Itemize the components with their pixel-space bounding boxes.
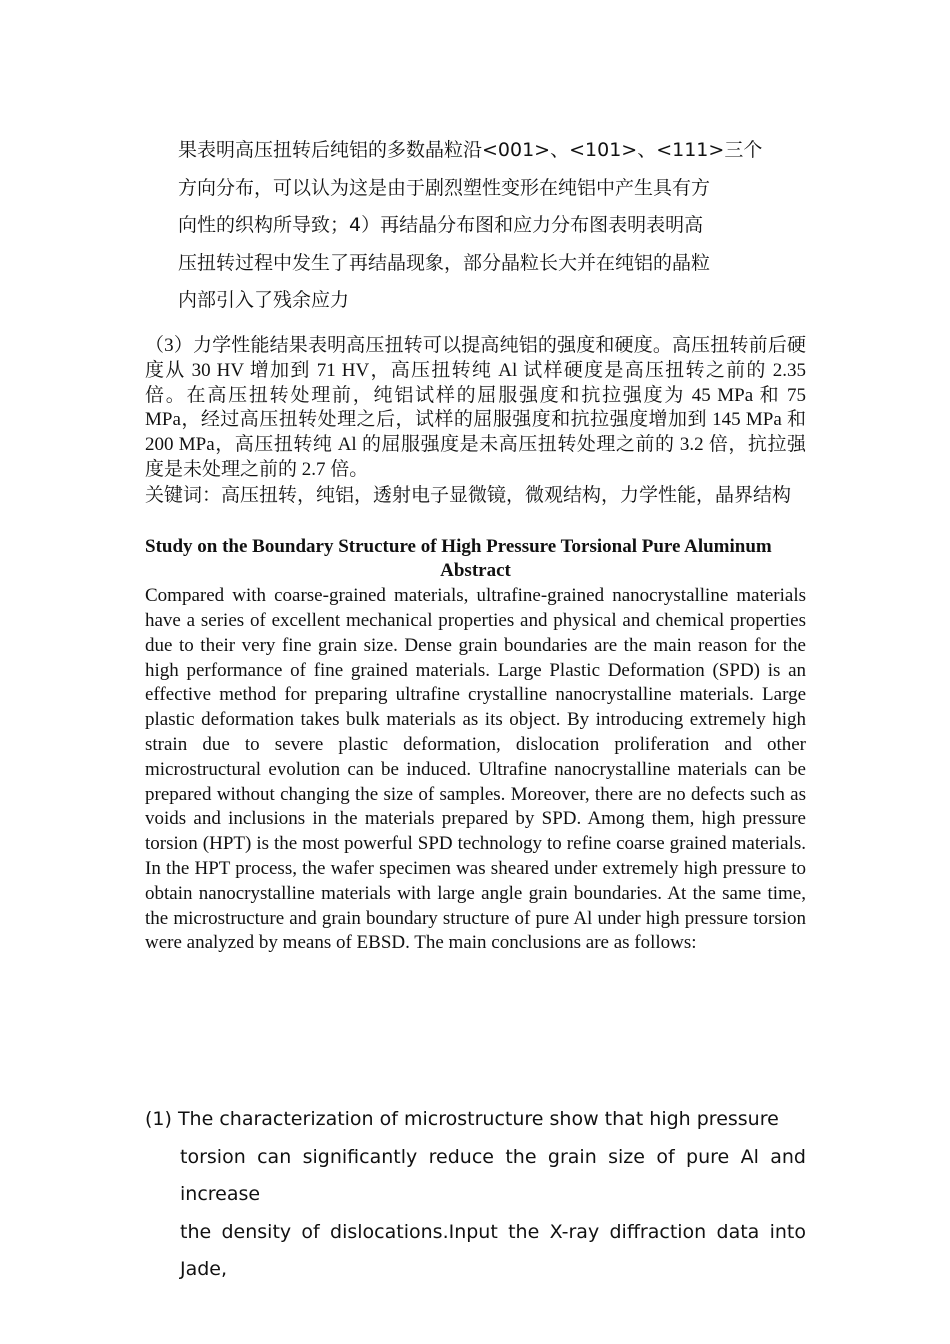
abstract-body: Compared with coarse-grained materials, ultrafine-grained nanocrystalline materials have a series of excellent mechanical properties and physical and chemical properties due to their very fine grain size. Dense grain boundaries are the main reason for the high performance of fine grained materials. Large Plastic Deformation (SPD) is an effective method for preparing ultrafine crystalline nanocrystalline materials. Large plastic deformation takes bulk materials as its object. By introducing extremely high strain due to severe plastic deformation, dislocation proliferation and other microstructural evolution can be induced. Ultrafine nanocrystalline materials can be prepared without changing the size of samples. Moreover, there are no defects such as voids and inclusions in the materials prepared by SPD. Among them, high pressure torsion (HPT) is the most powerful SPD technology to refine coarse grained materials. In the HPT process, the wafer specimen was sheared under extremely high pressure to obtain nanocrystalline materials with large angle grain boundaries. At the same time, the microstructure and grain boundary structure of pure Al under high pressure torsion were analyzed by means of EBSD. The main conclusions are as follows: [145,585,806,954]
text-line: 向性的织构所导致；4）再结晶分布图和应力分布图表明表明高 [178,214,704,236]
text-line: 果表明高压扭转后纯铝的多数晶粒沿<001>、<101>、<111>三个 [178,139,763,161]
text-line: (1) The characterization of microstructure show that high pressure [145,1108,779,1130]
main-text-block [145,334,806,956]
text-line: 内部引入了残余应力 [178,289,350,311]
conclusion-item-1 [145,1101,806,1289]
abstract-heading: Abstract [440,560,511,582]
text-line: 压扭转过程中发生了再结晶现象，部分晶粒长大并在纯铝的晶粒 [178,251,711,274]
mechanical-properties-paragraph: （3）力学性能结果表明高压扭转可以提高纯铝的强度和硬度。高压扭转前后硬度从 30 HV 增加到 71 HV，高压扭转纯 Al 试样硬度是高压扭转之前的 2.35 倍。在高压扭转处理前，纯铝试样的屈服强度和抗拉强度为 45 MPa 和 75 MPa，经过高压扭转处理之后，试样的屈服强度和抗拉强度增加到 145 MPa 和 200 MPa，高压扭转纯 Al 的屈服强度是未高压扭转处理之前的 3.2 倍，抗拉强度是未处理之前的 2.7 倍。 [145,335,806,480]
text-line: torsion can significantly reduce the grain size of pure Al and increase [180,1145,806,1205]
keywords-text: 高压扭转，纯铝，透射电子显微镜，微观结构，力学性能，晶界结构 [221,484,792,506]
text-line: the density of dislocations.Input the X-ray diffraction data into Jade, [180,1220,806,1280]
keywords-label: 关键词： [145,483,222,506]
english-title: Study on the Boundary Structure of High Pressure Torsional Pure Aluminum [145,535,772,557]
chinese-continuation-paragraph [178,132,806,320]
keywords-line [145,483,806,509]
text-line: 方向分布，可以认为这是由于剧烈塑性变形在纯铝中产生具有方 [178,176,711,199]
